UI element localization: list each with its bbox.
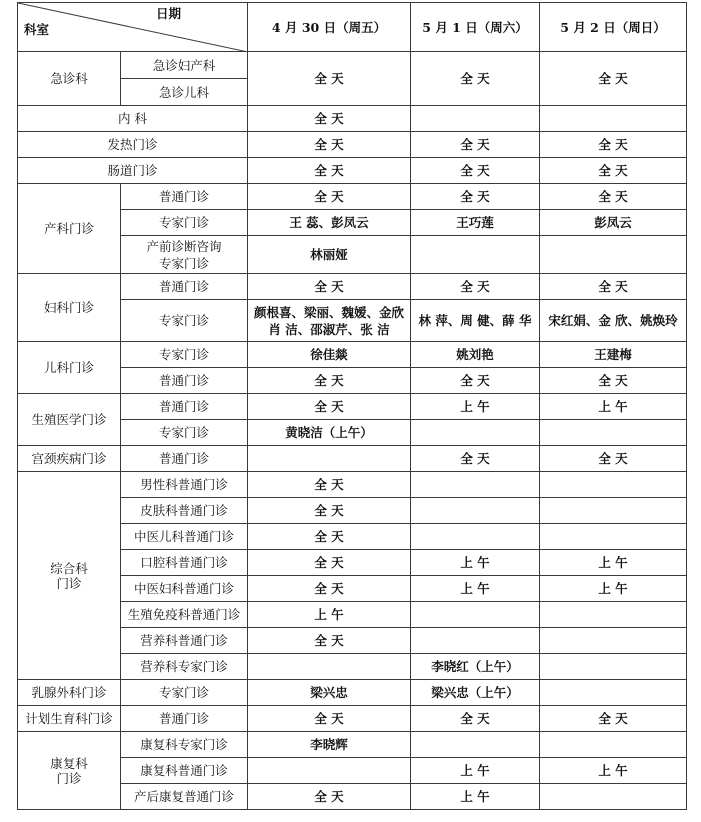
day3-cell: 全 天: [540, 368, 687, 394]
sub-dept-cell: 普通门诊: [121, 184, 248, 210]
day2-cell: [411, 472, 540, 498]
sub-dept-cell: 普通门诊: [121, 446, 248, 472]
dept-cell: 肠道门诊: [18, 158, 248, 184]
day3-cell: [540, 524, 687, 550]
day-header-3: 5 月 2 日（周日）: [540, 3, 687, 52]
day1-cell: 全 天: [248, 158, 411, 184]
day1-cell: 全 天: [248, 576, 411, 602]
day2-cell: 全 天: [411, 184, 540, 210]
day2-cell: [411, 498, 540, 524]
day1-cell: 全 天: [248, 106, 411, 132]
table-row: [18, 446, 687, 472]
day1-cell: 全 天: [248, 784, 411, 810]
day1-cell: 黄晓洁（上午）: [248, 420, 411, 446]
day2-cell: 上 午: [411, 550, 540, 576]
day2-cell: [411, 732, 540, 758]
day1-cell: 全 天: [248, 394, 411, 420]
day1-cell: 王 蕊、彭凤云: [248, 210, 411, 236]
day-header-1: 4 月 30 日（周五）: [248, 3, 411, 52]
dept-line: 门诊: [56, 770, 82, 786]
dept-cell: 急诊科: [18, 52, 121, 106]
sub-dept-cell: 康复科专家门诊: [121, 732, 248, 758]
day3-cell: [540, 472, 687, 498]
sub-dept-cell: 专家门诊: [121, 680, 248, 706]
day3-cell: [540, 732, 687, 758]
dept-cell: 计划生育科门诊: [18, 706, 121, 732]
date-label: 日期: [155, 6, 181, 21]
day2-cell: 上 午: [411, 394, 540, 420]
sub-dept-cell: 皮肤科普通门诊: [121, 498, 248, 524]
day3-cell: 彭凤云: [540, 210, 687, 236]
table-row: [18, 274, 687, 300]
day2-cell: 全 天: [411, 446, 540, 472]
day2-cell: [411, 524, 540, 550]
sub-dept-cell: 急诊妇产科: [121, 52, 248, 79]
day1-cell: 徐佳燚: [248, 342, 411, 368]
doctor-line: 颜根喜、梁丽、魏嫒、金欣: [253, 304, 404, 320]
day3-cell: [540, 420, 687, 446]
day3-cell: 王建梅: [540, 342, 687, 368]
day3-cell: 上 午: [540, 758, 687, 784]
sub-dept-cell: 普通门诊: [121, 706, 248, 732]
day1-cell: 全 天: [248, 184, 411, 210]
sub-dept-cell: 康复科普通门诊: [121, 758, 248, 784]
diagonal-divider: [18, 3, 248, 52]
sub-dept-cell: 普通门诊: [121, 274, 248, 300]
table-row: [18, 472, 687, 498]
day2-cell: [411, 602, 540, 628]
day3-cell: 宋红娟、金 欣、姚焕玲: [540, 300, 687, 342]
sub-dept-cell: 专家门诊: [121, 420, 248, 446]
day2-cell: 全 天: [411, 52, 540, 106]
day3-cell: 全 天: [540, 446, 687, 472]
day3-cell: 上 午: [540, 394, 687, 420]
table-row: [18, 706, 687, 732]
day3-cell: [540, 602, 687, 628]
sub-dept-line: 产前诊断咨询: [146, 238, 222, 254]
sub-dept-cell: 专家门诊: [121, 210, 248, 236]
dept-cell: [18, 472, 121, 680]
sub-dept-cell: 专家门诊: [121, 300, 248, 342]
day1-cell: 李晓辉: [248, 732, 411, 758]
day2-cell: 上 午: [411, 784, 540, 810]
day3-cell: [540, 654, 687, 680]
header-row: [18, 3, 687, 52]
day3-cell: 上 午: [540, 550, 687, 576]
dept-cell: 宫颈疾病门诊: [18, 446, 121, 472]
sub-dept-cell: 产后康复普通门诊: [121, 784, 248, 810]
day2-cell: 林 萍、周 健、薛 华: [411, 300, 540, 342]
day2-cell: [411, 628, 540, 654]
day2-cell: 姚刘艳: [411, 342, 540, 368]
day1-cell: 梁兴忠: [248, 680, 411, 706]
dept-cell: 内 科: [18, 106, 248, 132]
dept-line: 综合科: [50, 560, 88, 576]
day2-cell: 全 天: [411, 706, 540, 732]
day1-cell: 全 天: [248, 52, 411, 106]
table-row: [18, 680, 687, 706]
sub-dept-cell: 普通门诊: [121, 394, 248, 420]
day1-cell: 全 天: [248, 368, 411, 394]
day2-cell: 王巧莲: [411, 210, 540, 236]
day2-cell: 全 天: [411, 132, 540, 158]
doctor-line: 肖 洁、邵淑芹、张 洁: [268, 321, 390, 337]
day2-cell: [411, 236, 540, 274]
day1-cell: 上 午: [248, 602, 411, 628]
day2-cell: 全 天: [411, 368, 540, 394]
dept-cell: 儿科门诊: [18, 342, 121, 394]
day3-cell: 上 午: [540, 576, 687, 602]
sub-dept-cell: 生殖免疫科普通门诊: [121, 602, 248, 628]
day1-cell: 林丽娅: [248, 236, 411, 274]
corner-header-cell: [18, 3, 248, 52]
sub-dept-cell: 男性科普通门诊: [121, 472, 248, 498]
dept-cell: 生殖医学门诊: [18, 394, 121, 446]
table-row: [18, 52, 687, 79]
dept-line: 门诊: [56, 575, 82, 591]
dept-cell: 发热门诊: [18, 132, 248, 158]
day1-cell: 全 天: [248, 524, 411, 550]
day2-cell: 上 午: [411, 758, 540, 784]
day3-cell: 全 天: [540, 52, 687, 106]
table-row: [18, 106, 687, 132]
day2-cell: [411, 106, 540, 132]
table-row: [18, 732, 687, 758]
sub-dept-cell: 营养科普通门诊: [121, 628, 248, 654]
day2-cell: 梁兴忠（上午）: [411, 680, 540, 706]
sub-dept-cell: 营养科专家门诊: [121, 654, 248, 680]
day1-cell: 全 天: [248, 274, 411, 300]
day3-cell: 全 天: [540, 132, 687, 158]
day2-cell: 全 天: [411, 274, 540, 300]
dept-label: 科室: [24, 22, 50, 37]
day3-cell: 全 天: [540, 274, 687, 300]
day2-cell: 上 午: [411, 576, 540, 602]
sub-dept-line: 专家门诊: [158, 255, 209, 271]
day1-cell: [248, 300, 411, 342]
dept-cell: 妇科门诊: [18, 274, 121, 342]
day1-cell: 全 天: [248, 550, 411, 576]
table-row: [18, 342, 687, 368]
day2-cell: 李晓红（上午）: [411, 654, 540, 680]
day3-cell: [540, 784, 687, 810]
dept-cell: [18, 732, 121, 810]
dept-cell: 产科门诊: [18, 184, 121, 274]
holiday-clinic-schedule-table: [17, 2, 687, 810]
sub-dept-cell: 专家门诊: [121, 342, 248, 368]
sub-dept-cell: [121, 236, 248, 274]
day3-cell: [540, 498, 687, 524]
dept-cell: 乳腺外科门诊: [18, 680, 121, 706]
day1-cell: [248, 758, 411, 784]
day2-cell: [411, 420, 540, 446]
table-row: [18, 184, 687, 210]
sub-dept-cell: 普通门诊: [121, 368, 248, 394]
day2-cell: 全 天: [411, 158, 540, 184]
day1-cell: [248, 446, 411, 472]
table-row: [18, 132, 687, 158]
sub-dept-cell: 口腔科普通门诊: [121, 550, 248, 576]
table-row: [18, 158, 687, 184]
dept-line: 康复科: [50, 755, 88, 771]
day3-cell: [540, 106, 687, 132]
day1-cell: 全 天: [248, 628, 411, 654]
sub-dept-cell: 中医儿科普通门诊: [121, 524, 248, 550]
day3-cell: 全 天: [540, 158, 687, 184]
day3-cell: 全 天: [540, 184, 687, 210]
day1-cell: 全 天: [248, 498, 411, 524]
day-header-2: 5 月 1 日（周六）: [411, 3, 540, 52]
day3-cell: [540, 680, 687, 706]
day3-cell: [540, 628, 687, 654]
sub-dept-cell: 急诊儿科: [121, 79, 248, 106]
table-row: [18, 394, 687, 420]
day1-cell: 全 天: [248, 472, 411, 498]
day1-cell: 全 天: [248, 706, 411, 732]
day1-cell: 全 天: [248, 132, 411, 158]
day3-cell: [540, 236, 687, 274]
sub-dept-cell: 中医妇科普通门诊: [121, 576, 248, 602]
day3-cell: 全 天: [540, 706, 687, 732]
day1-cell: [248, 654, 411, 680]
